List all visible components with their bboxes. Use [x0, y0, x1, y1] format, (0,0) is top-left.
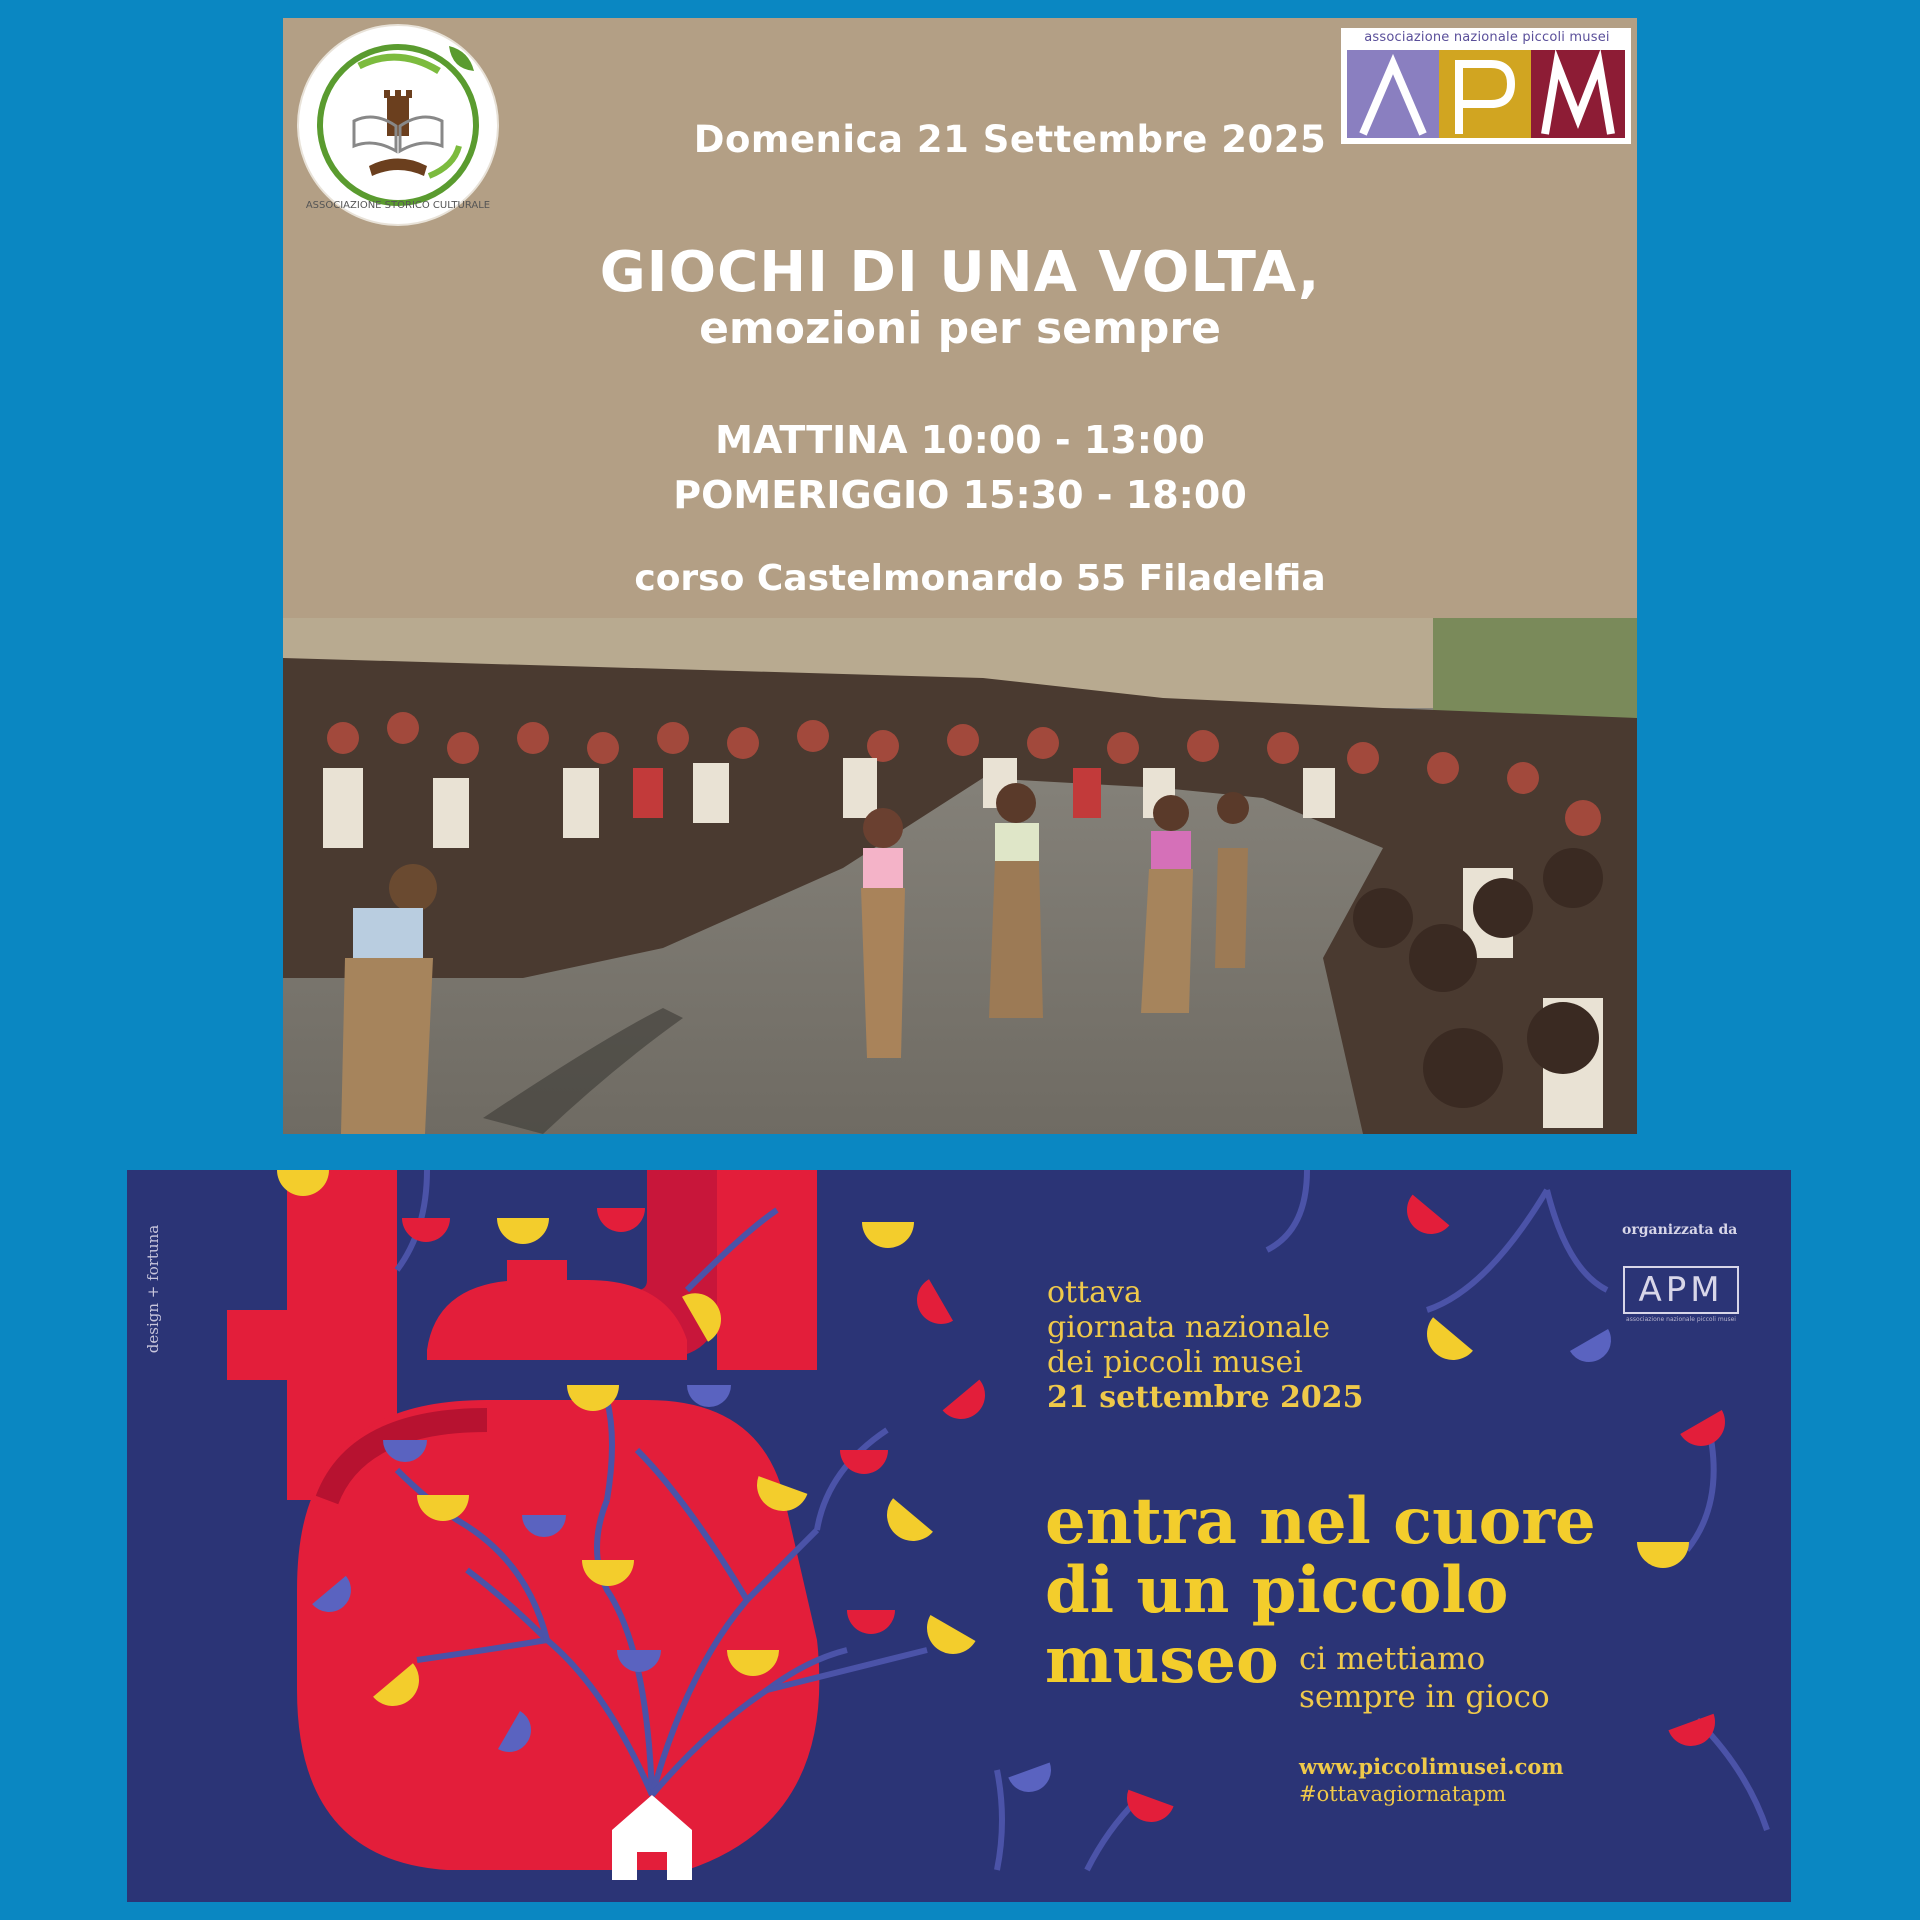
apm-mark-icon [1341, 28, 1631, 144]
apm-logo-caption: associazione nazionale piccoli musei [1364, 30, 1610, 45]
event-name-line2: dei piccoli musei [1047, 1345, 1303, 1380]
event-date: Domenica 21 Settembre 2025 [693, 118, 1327, 161]
banner-date: 21 settembre 2025 [1047, 1380, 1364, 1415]
event-name-line1: giornata nazionale [1047, 1310, 1331, 1345]
organizer-label: organizzata da [1622, 1222, 1738, 1238]
edition-label: ottava [1047, 1275, 1142, 1310]
tagline-line1: ci mettiamo [1299, 1641, 1486, 1677]
headline-line3: museo [1045, 1623, 1279, 1698]
design-credit: design + fortuna [144, 1224, 162, 1354]
afternoon-hours: POMERIGGIO 15:30 - 18:00 [673, 473, 1247, 517]
headline-line1: entra nel cuore [1045, 1484, 1596, 1559]
organizer-apm-logo: APM [1623, 1266, 1739, 1314]
event-subtitle: emozioni per sempre [699, 303, 1221, 354]
sack-race-photo [283, 618, 1637, 1134]
apm-logo [1341, 28, 1631, 144]
morning-hours: MATTINA 10:00 - 13:00 [715, 418, 1205, 462]
event-title: GIOCHI DI UNA VOLTA, [599, 240, 1321, 305]
museum-day-banner [127, 1170, 1791, 1902]
svg-text:ASSOCIAZIONE STORICO CULTURALE: ASSOCIAZIONE STORICO CULTURALE [305, 200, 491, 211]
headline-line2: di un piccolo [1045, 1553, 1509, 1628]
event-address: corso Castelmonardo 55 Filadelfia [634, 558, 1326, 599]
website-link[interactable]: www.piccolimusei.com [1299, 1754, 1564, 1779]
tagline-line2: sempre in gioco [1299, 1679, 1550, 1715]
organizer-logo-caption: associazione nazionale piccoli musei [1626, 1316, 1736, 1323]
hashtag: #ottavagiornatapm [1299, 1782, 1507, 1806]
event-poster [283, 18, 1637, 1134]
